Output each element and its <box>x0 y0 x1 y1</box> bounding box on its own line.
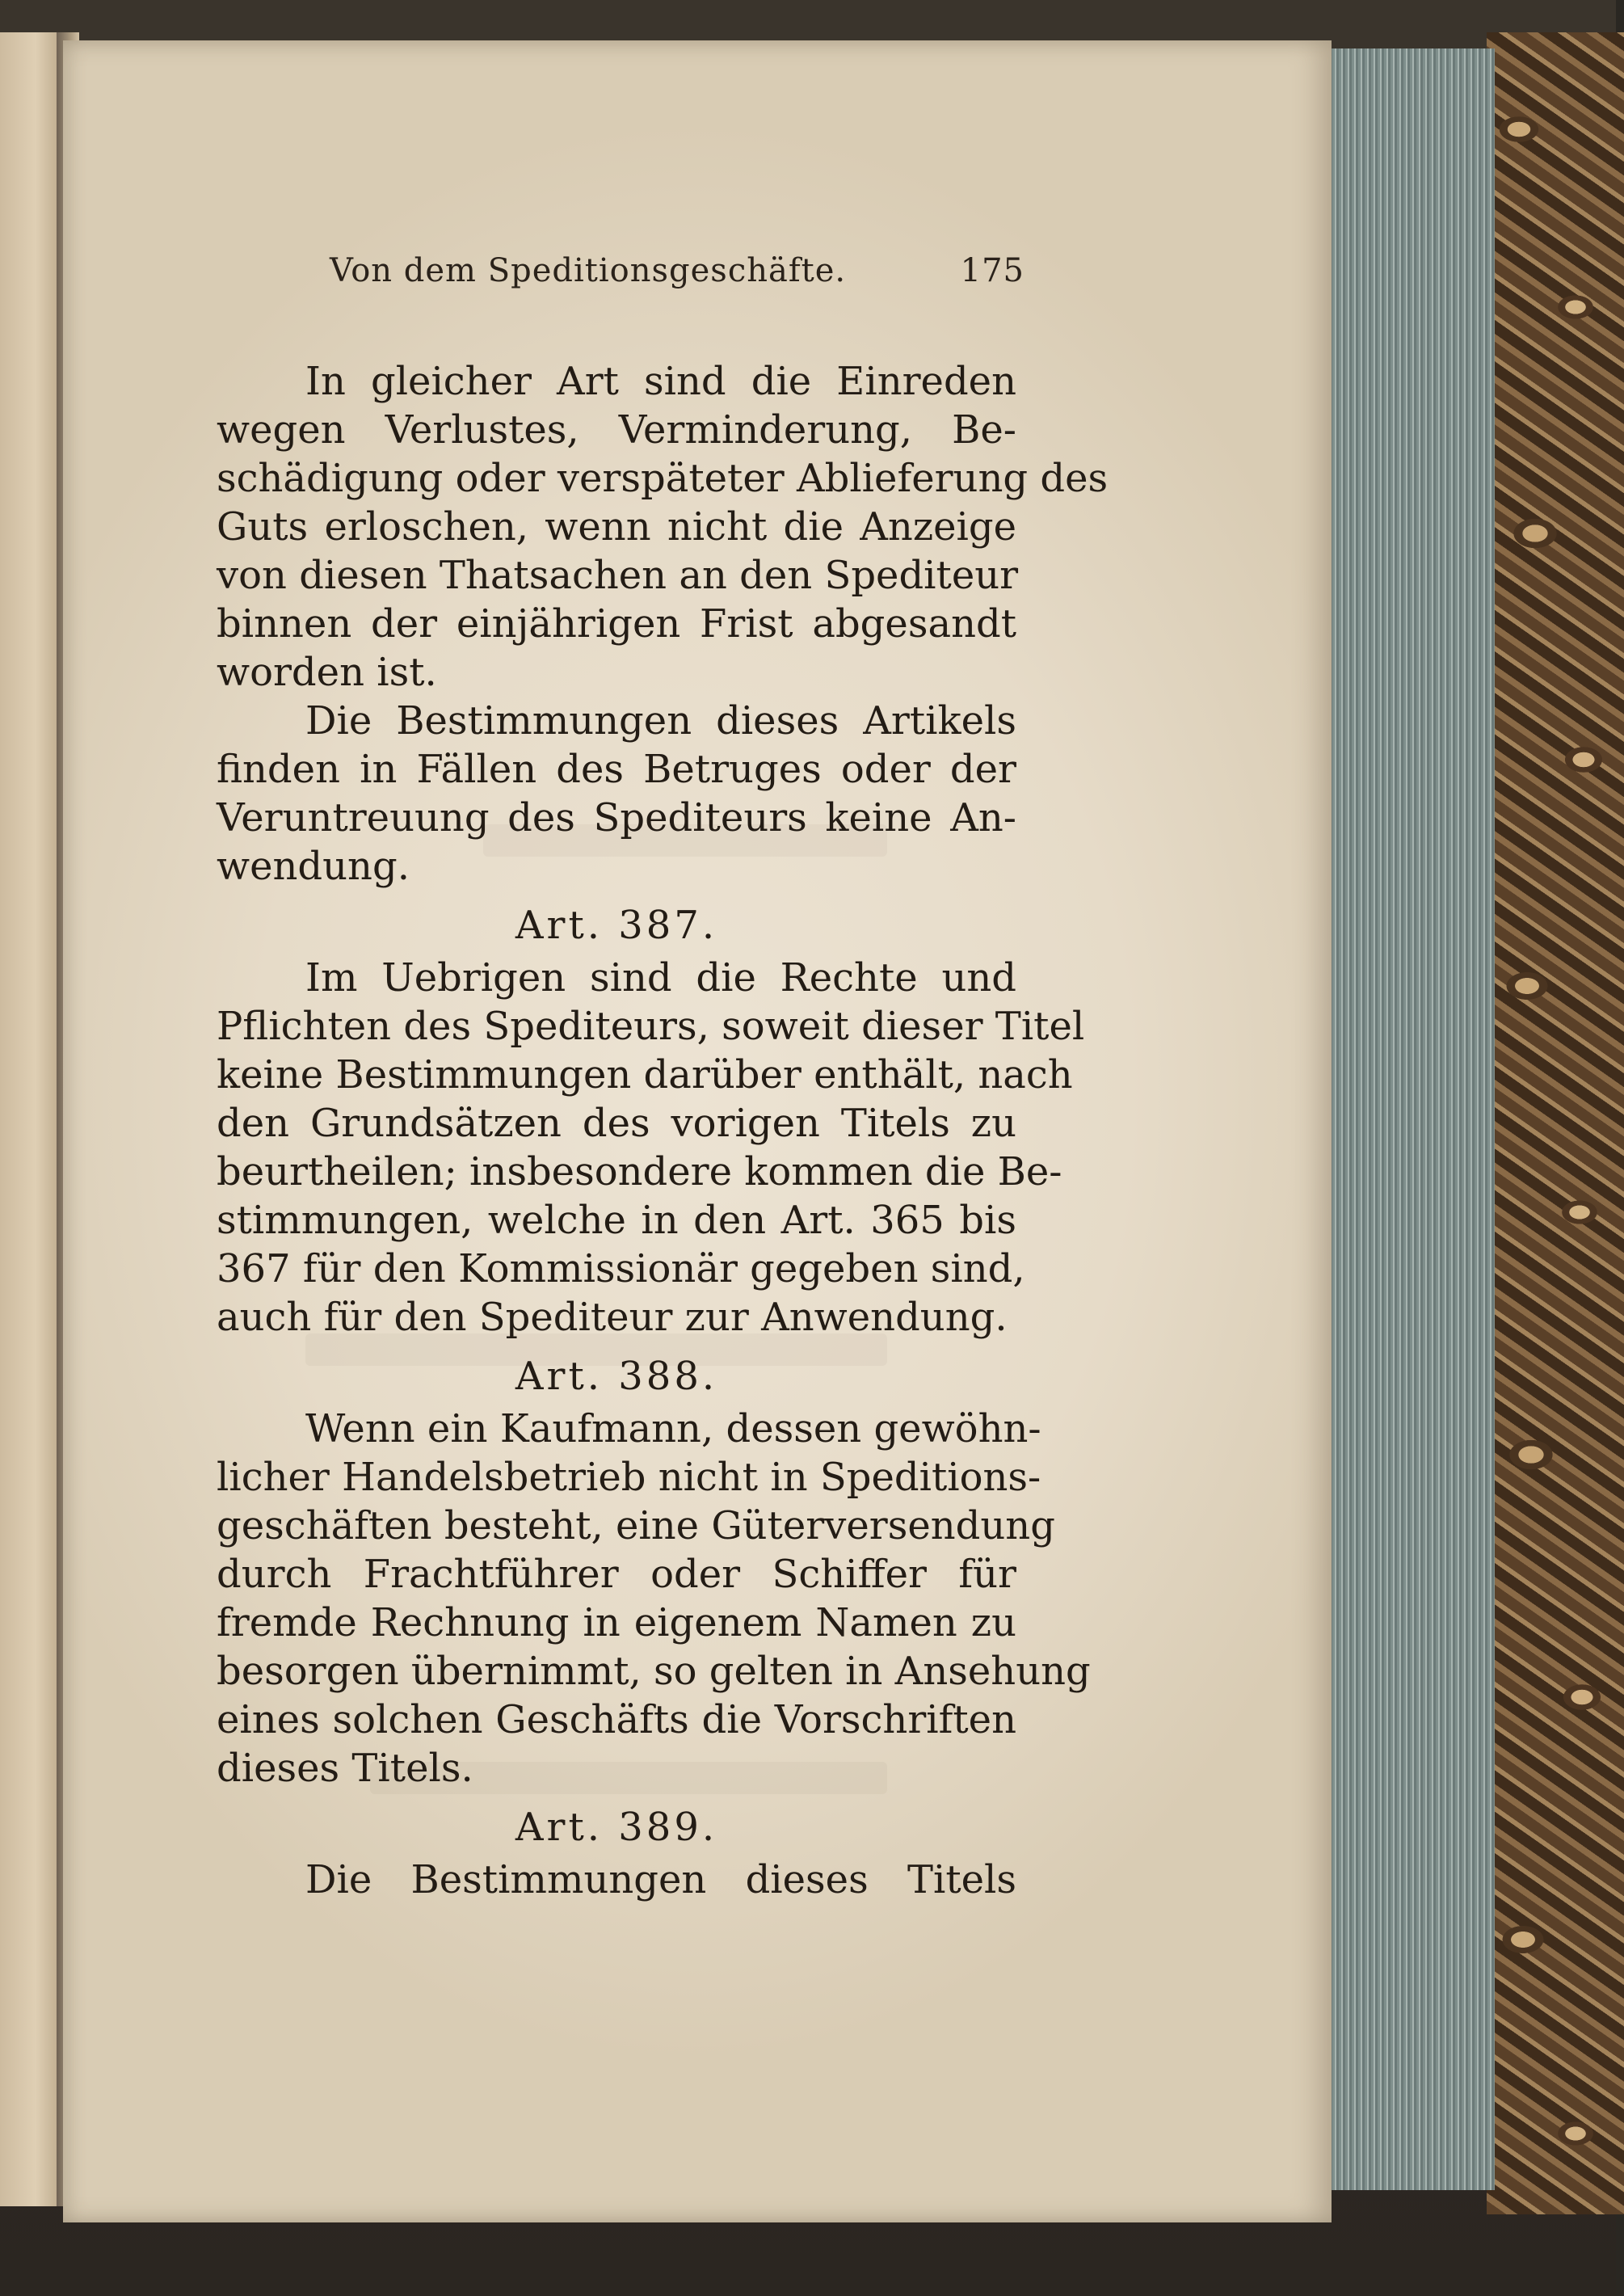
text-line: Im Uebrigen sind die Rechte und <box>305 955 1016 1001</box>
text-line: keine Bestimmungen darüber enthält, nach <box>217 1052 1073 1097</box>
text-line: den Grundsätzen des vorigen Titels zu <box>217 1101 1016 1146</box>
text-line: 367 für den Kommissionär gegeben sind, <box>217 1246 1025 1291</box>
text-line: besorgen übernimmt, so gelten in Ansehung <box>217 1649 1091 1694</box>
text-line: Veruntreuung des Spediteurs keine An- <box>217 795 1016 840</box>
text-line: von diesen Thatsachen an den Spediteur <box>217 553 1019 598</box>
text-line: stimmungen, welche in den Art. 365 bis <box>217 1198 1016 1243</box>
page-edges <box>1313 48 1495 2190</box>
body-text <box>217 357 1109 1904</box>
page-number: 175 <box>960 252 1024 289</box>
text-line: eines solchen Geschäfts die Vorschriften <box>217 1697 1016 1742</box>
text-line: licher Handelsbetrieb nicht in Speditions- <box>217 1455 1041 1500</box>
facing-page-edge <box>0 32 65 2206</box>
text-line: dieses Titels. <box>217 1746 473 1791</box>
text-line: Wenn ein Kaufmann, dessen gewöhn- <box>305 1406 1041 1451</box>
text-line: In gleicher Art sind die Einreden <box>305 359 1016 404</box>
book-page <box>63 40 1332 2222</box>
text-line: Pflichten des Spediteurs, soweit dieser Titel <box>217 1004 1085 1049</box>
text-line: finden in Fällen des Betruges oder der <box>217 747 1016 792</box>
text-line: auch für den Spediteur zur Anwendung. <box>217 1295 1008 1340</box>
article-heading-388: Art. 388. <box>515 1354 718 1399</box>
running-header <box>330 252 1024 309</box>
text-line: fremde Rechnung in eigenem Namen zu <box>217 1600 1016 1645</box>
article-heading-389: Art. 389. <box>515 1805 718 1850</box>
article-389-text <box>217 1856 1016 1904</box>
text-line: worden ist. <box>217 650 437 695</box>
text-line: wendung. <box>217 844 410 889</box>
text-line: schädigung oder verspäteter Ablieferung des <box>217 456 1109 501</box>
text-line: Die Bestimmungen dieses Titels <box>305 1857 1016 1902</box>
paragraph-einreden <box>217 357 1109 697</box>
paragraph-bestimmungen <box>217 697 1016 891</box>
text-line: Guts erloschen, wenn nicht die Anzeige <box>217 504 1016 550</box>
text-line: beurtheilen; insbesondere kommen die Be- <box>217 1149 1062 1194</box>
text-line: Die Bestimmungen dieses Artikels <box>305 698 1016 744</box>
text-line: geschäften besteht, eine Güterversendung <box>217 1503 1055 1548</box>
marbled-cover <box>1487 32 1624 2214</box>
text-line: wegen Verlustes, Verminderung, Be- <box>217 407 1016 453</box>
running-title: Von dem Speditionsgeschäfte. <box>330 252 847 289</box>
article-388-text <box>217 1405 1091 1793</box>
text-line: binnen der einjährigen Frist abgesandt <box>217 601 1016 647</box>
article-387-text <box>217 954 1085 1342</box>
article-heading-387: Art. 387. <box>515 903 718 948</box>
text-line: durch Frachtführer oder Schiffer für <box>217 1552 1016 1597</box>
